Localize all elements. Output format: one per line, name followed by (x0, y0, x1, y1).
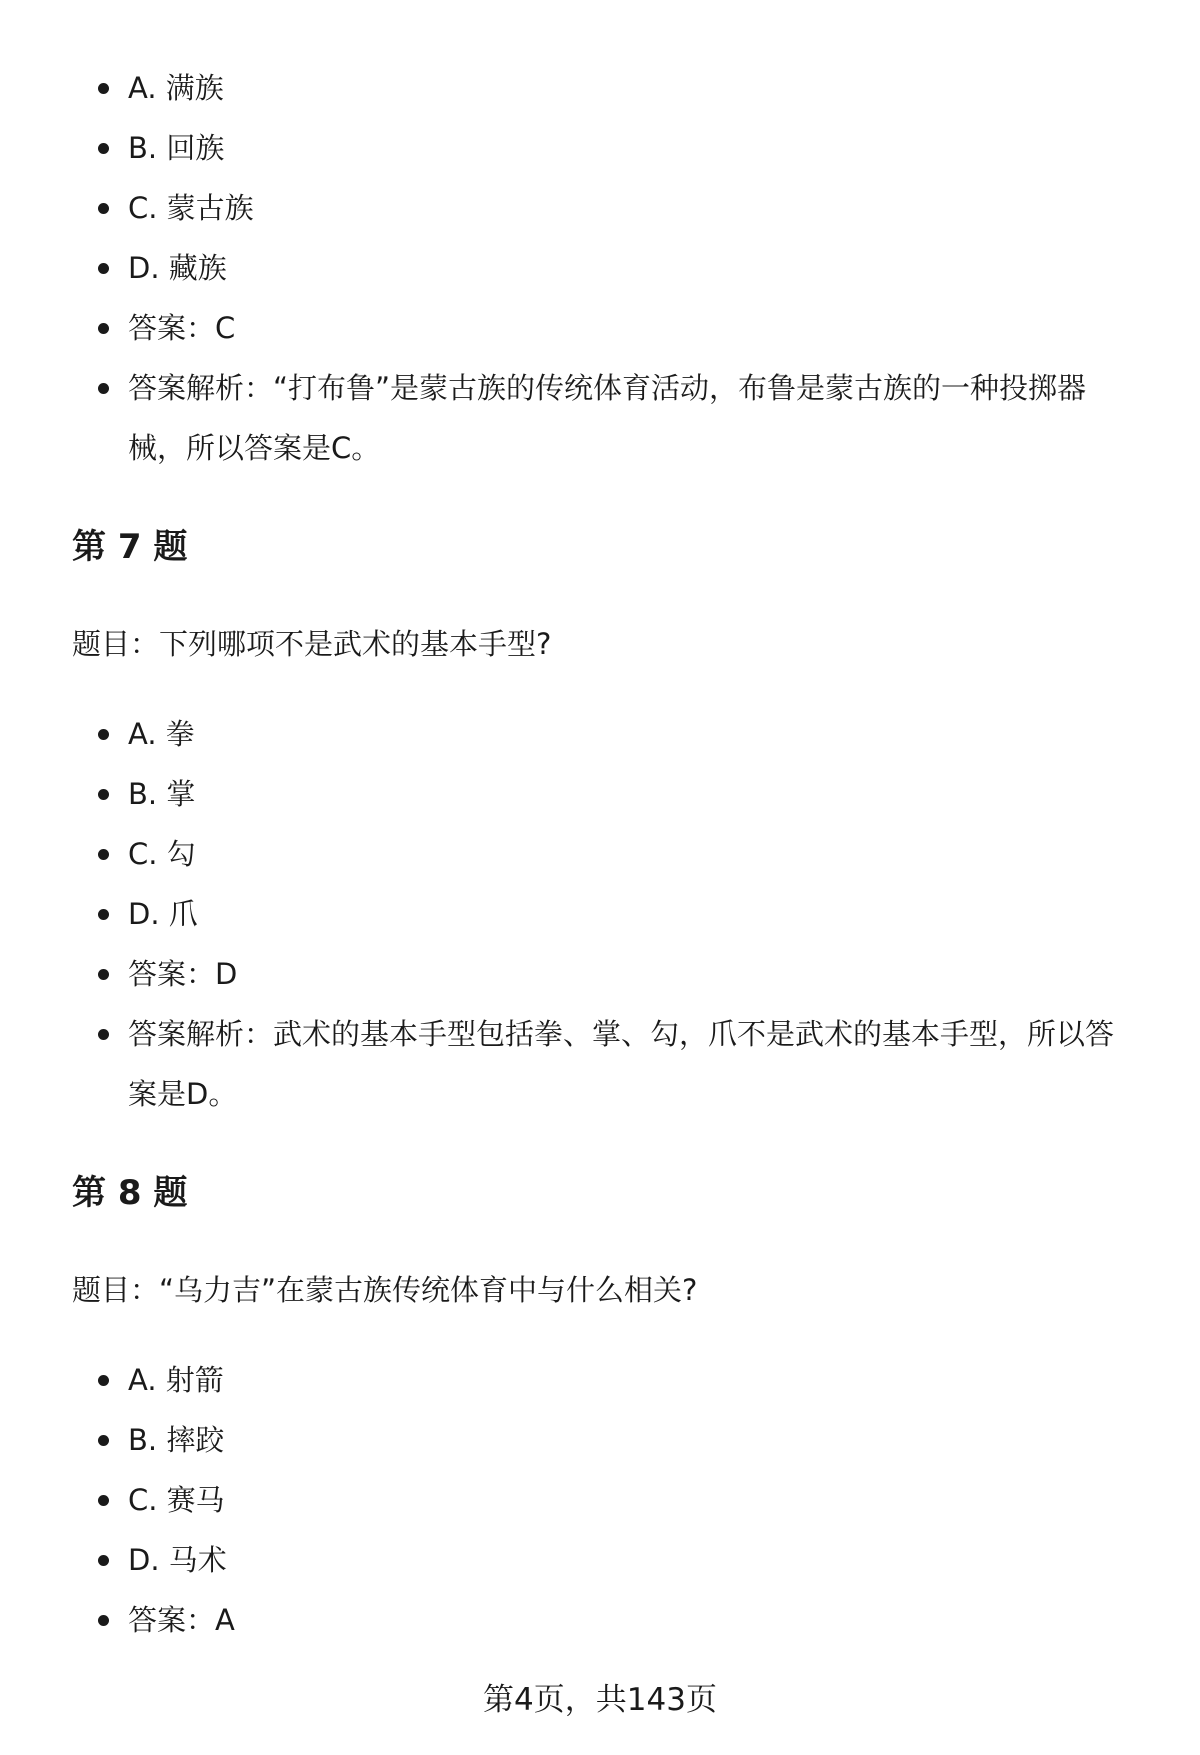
bullet-icon (98, 1555, 109, 1566)
q6-option-b: B. 回族 (0, 118, 1200, 178)
q8-option-c: C. 赛马 (0, 1470, 1200, 1530)
bullet-icon (98, 1029, 109, 1040)
q6-analysis: 答案解析：“打布鲁”是蒙古族的传统体育活动，布鲁是蒙古族的一种投掷器械，所以答案是C。 (0, 358, 1140, 478)
bullet-icon (98, 1375, 109, 1386)
q7-option-list (0, 704, 1200, 1124)
q6-option-d: D. 藏族 (0, 238, 1200, 298)
bullet-icon (98, 1435, 109, 1446)
q8-title: 第 8 题 (72, 1173, 188, 1213)
bullet-icon (98, 323, 109, 334)
q8-option-b: B. 摔跤 (0, 1410, 1200, 1470)
bullet-icon (98, 789, 109, 800)
bullet-icon (98, 1495, 109, 1506)
q7-analysis: 答案解析：武术的基本手型包括拳、掌、勾，爪不是武术的基本手型，所以答案是D。 (0, 1004, 1140, 1124)
bullet-icon (98, 849, 109, 860)
q8-option-a: A. 射箭 (0, 1350, 1200, 1410)
q7-option-b: B. 掌 (0, 764, 1200, 824)
bullet-icon (98, 143, 109, 154)
bullet-icon (98, 909, 109, 920)
q7-answer: 答案：D (0, 944, 1200, 1004)
q8-answer: 答案：A (0, 1590, 1200, 1650)
q8-stem: 题目：“乌力吉”在蒙古族传统体育中与什么相关? (72, 1273, 698, 1307)
bullet-icon (98, 263, 109, 274)
bullet-icon (98, 203, 109, 214)
bullet-icon (98, 729, 109, 740)
bullet-icon (98, 83, 109, 94)
bullet-icon (98, 1615, 109, 1626)
q6-option-a: A. 满族 (0, 58, 1200, 118)
bullet-icon (98, 969, 109, 980)
q7-option-c: C. 勾 (0, 824, 1200, 884)
q7-option-d: D. 爪 (0, 884, 1200, 944)
q8-option-list (0, 1350, 1200, 1650)
q6-answer: 答案：C (0, 298, 1200, 358)
q6-option-list (0, 58, 1200, 478)
bullet-icon (98, 383, 109, 394)
q8-option-d: D. 马术 (0, 1530, 1200, 1590)
q7-title: 第 7 题 (72, 527, 188, 567)
q7-option-a: A. 拳 (0, 704, 1200, 764)
page-footer: 第4页，共143页 (483, 1682, 717, 1718)
q6-option-c: C. 蒙古族 (0, 178, 1200, 238)
q7-stem: 题目：下列哪项不是武术的基本手型? (72, 627, 552, 661)
